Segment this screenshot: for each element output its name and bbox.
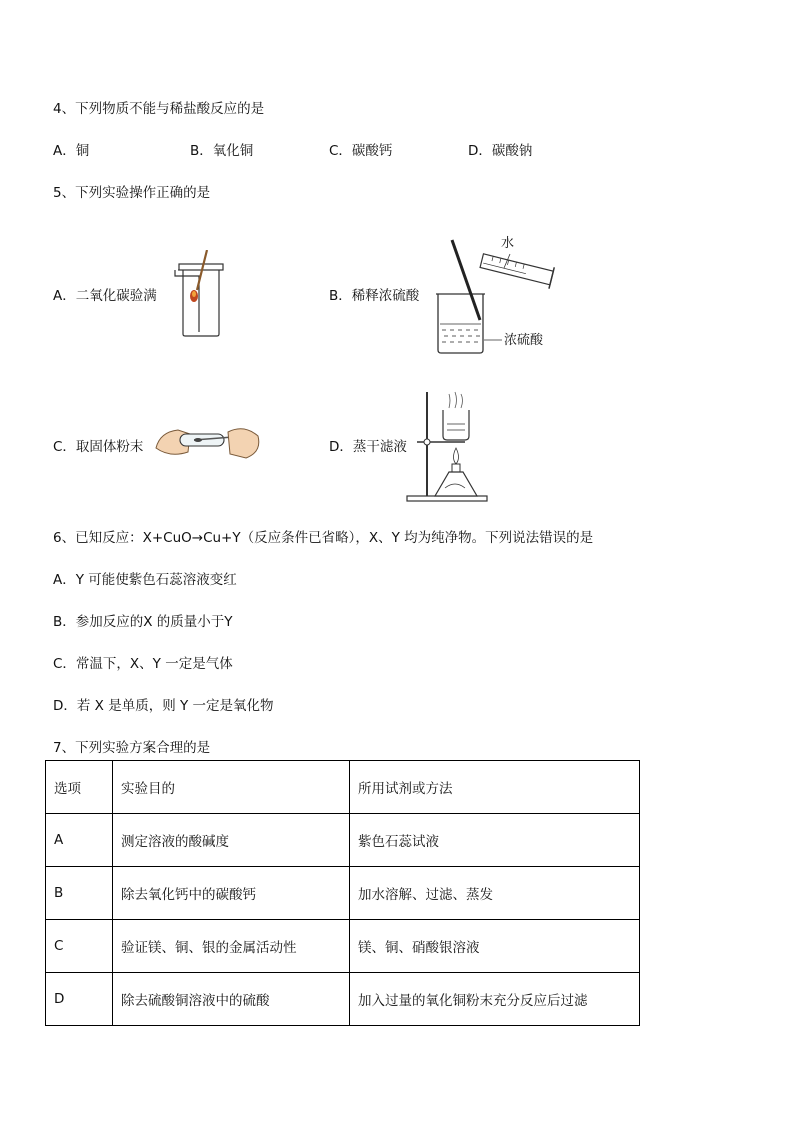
row-option: B [46, 867, 113, 920]
q6-option-b: B．参加反应的X 的质量小于Y [53, 614, 233, 630]
q6-stem: 6、已知反应：X+CuO→Cu+Y（反应条件已省略），X、Y 均为纯净物。下列说法错误的是 [53, 530, 594, 546]
q6-option-a: A．Y 可能使紫色石蕊溶液变红 [53, 572, 237, 588]
row-method: 镁、铜、硝酸银溶液 [350, 920, 640, 973]
header-method: 所用试剂或方法 [350, 761, 640, 814]
table-header-row [46, 761, 640, 814]
table-row [46, 814, 640, 867]
table-row [46, 973, 640, 1026]
solid-powder-figure [150, 418, 265, 466]
row-purpose: 除去氧化钙中的碳酸钙 [113, 867, 350, 920]
q6-option-d: D．若 X 是单质，则 Y 一定是氧化物 [53, 698, 274, 714]
row-purpose: 验证镁、铜、银的金属活动性 [113, 920, 350, 973]
row-method: 紫色石蕊试液 [350, 814, 640, 867]
q5-option-b: B．稀释浓硫酸 [329, 288, 420, 304]
acid-label: 浓硫酸 [504, 333, 544, 348]
q6-option-c: C．常温下，X、Y 一定是气体 [53, 656, 233, 672]
q5-stem: 5、下列实验操作正确的是 [53, 185, 211, 201]
header-option: 选项 [46, 761, 113, 814]
q4-option-a: A．铜 [53, 143, 90, 159]
q5-option-a: A．二氧化碳验满 [53, 288, 157, 304]
row-purpose: 测定溶液的酸碱度 [113, 814, 350, 867]
q4-option-b: B．氧化铜 [190, 143, 254, 159]
row-option: A [46, 814, 113, 867]
q5-option-d: D．蒸干滤液 [329, 439, 407, 455]
experiment-plan-table [45, 760, 640, 1026]
table-row [46, 920, 640, 973]
row-method: 加水溶解、过滤、蒸发 [350, 867, 640, 920]
q4-option-d: D．碳酸钠 [468, 143, 533, 159]
table-row [46, 867, 640, 920]
row-option: D [46, 973, 113, 1026]
q4-stem: 4、下列物质不能与稀盐酸反应的是 [53, 101, 265, 117]
row-method: 加入过量的氧化铜粉末充分反应后过滤 [350, 973, 640, 1026]
q7-stem: 7、下列实验方案合理的是 [53, 740, 211, 756]
row-option: C [46, 920, 113, 973]
water-label: 水 [501, 236, 515, 251]
header-purpose: 实验目的 [113, 761, 350, 814]
q5-option-c: C．取固体粉末 [53, 439, 144, 455]
evaporate-figure [405, 388, 490, 503]
q4-option-c: C．碳酸钙 [329, 143, 393, 159]
co2-full-test-figure [165, 250, 235, 340]
row-purpose: 除去硫酸铜溶液中的硫酸 [113, 973, 350, 1026]
